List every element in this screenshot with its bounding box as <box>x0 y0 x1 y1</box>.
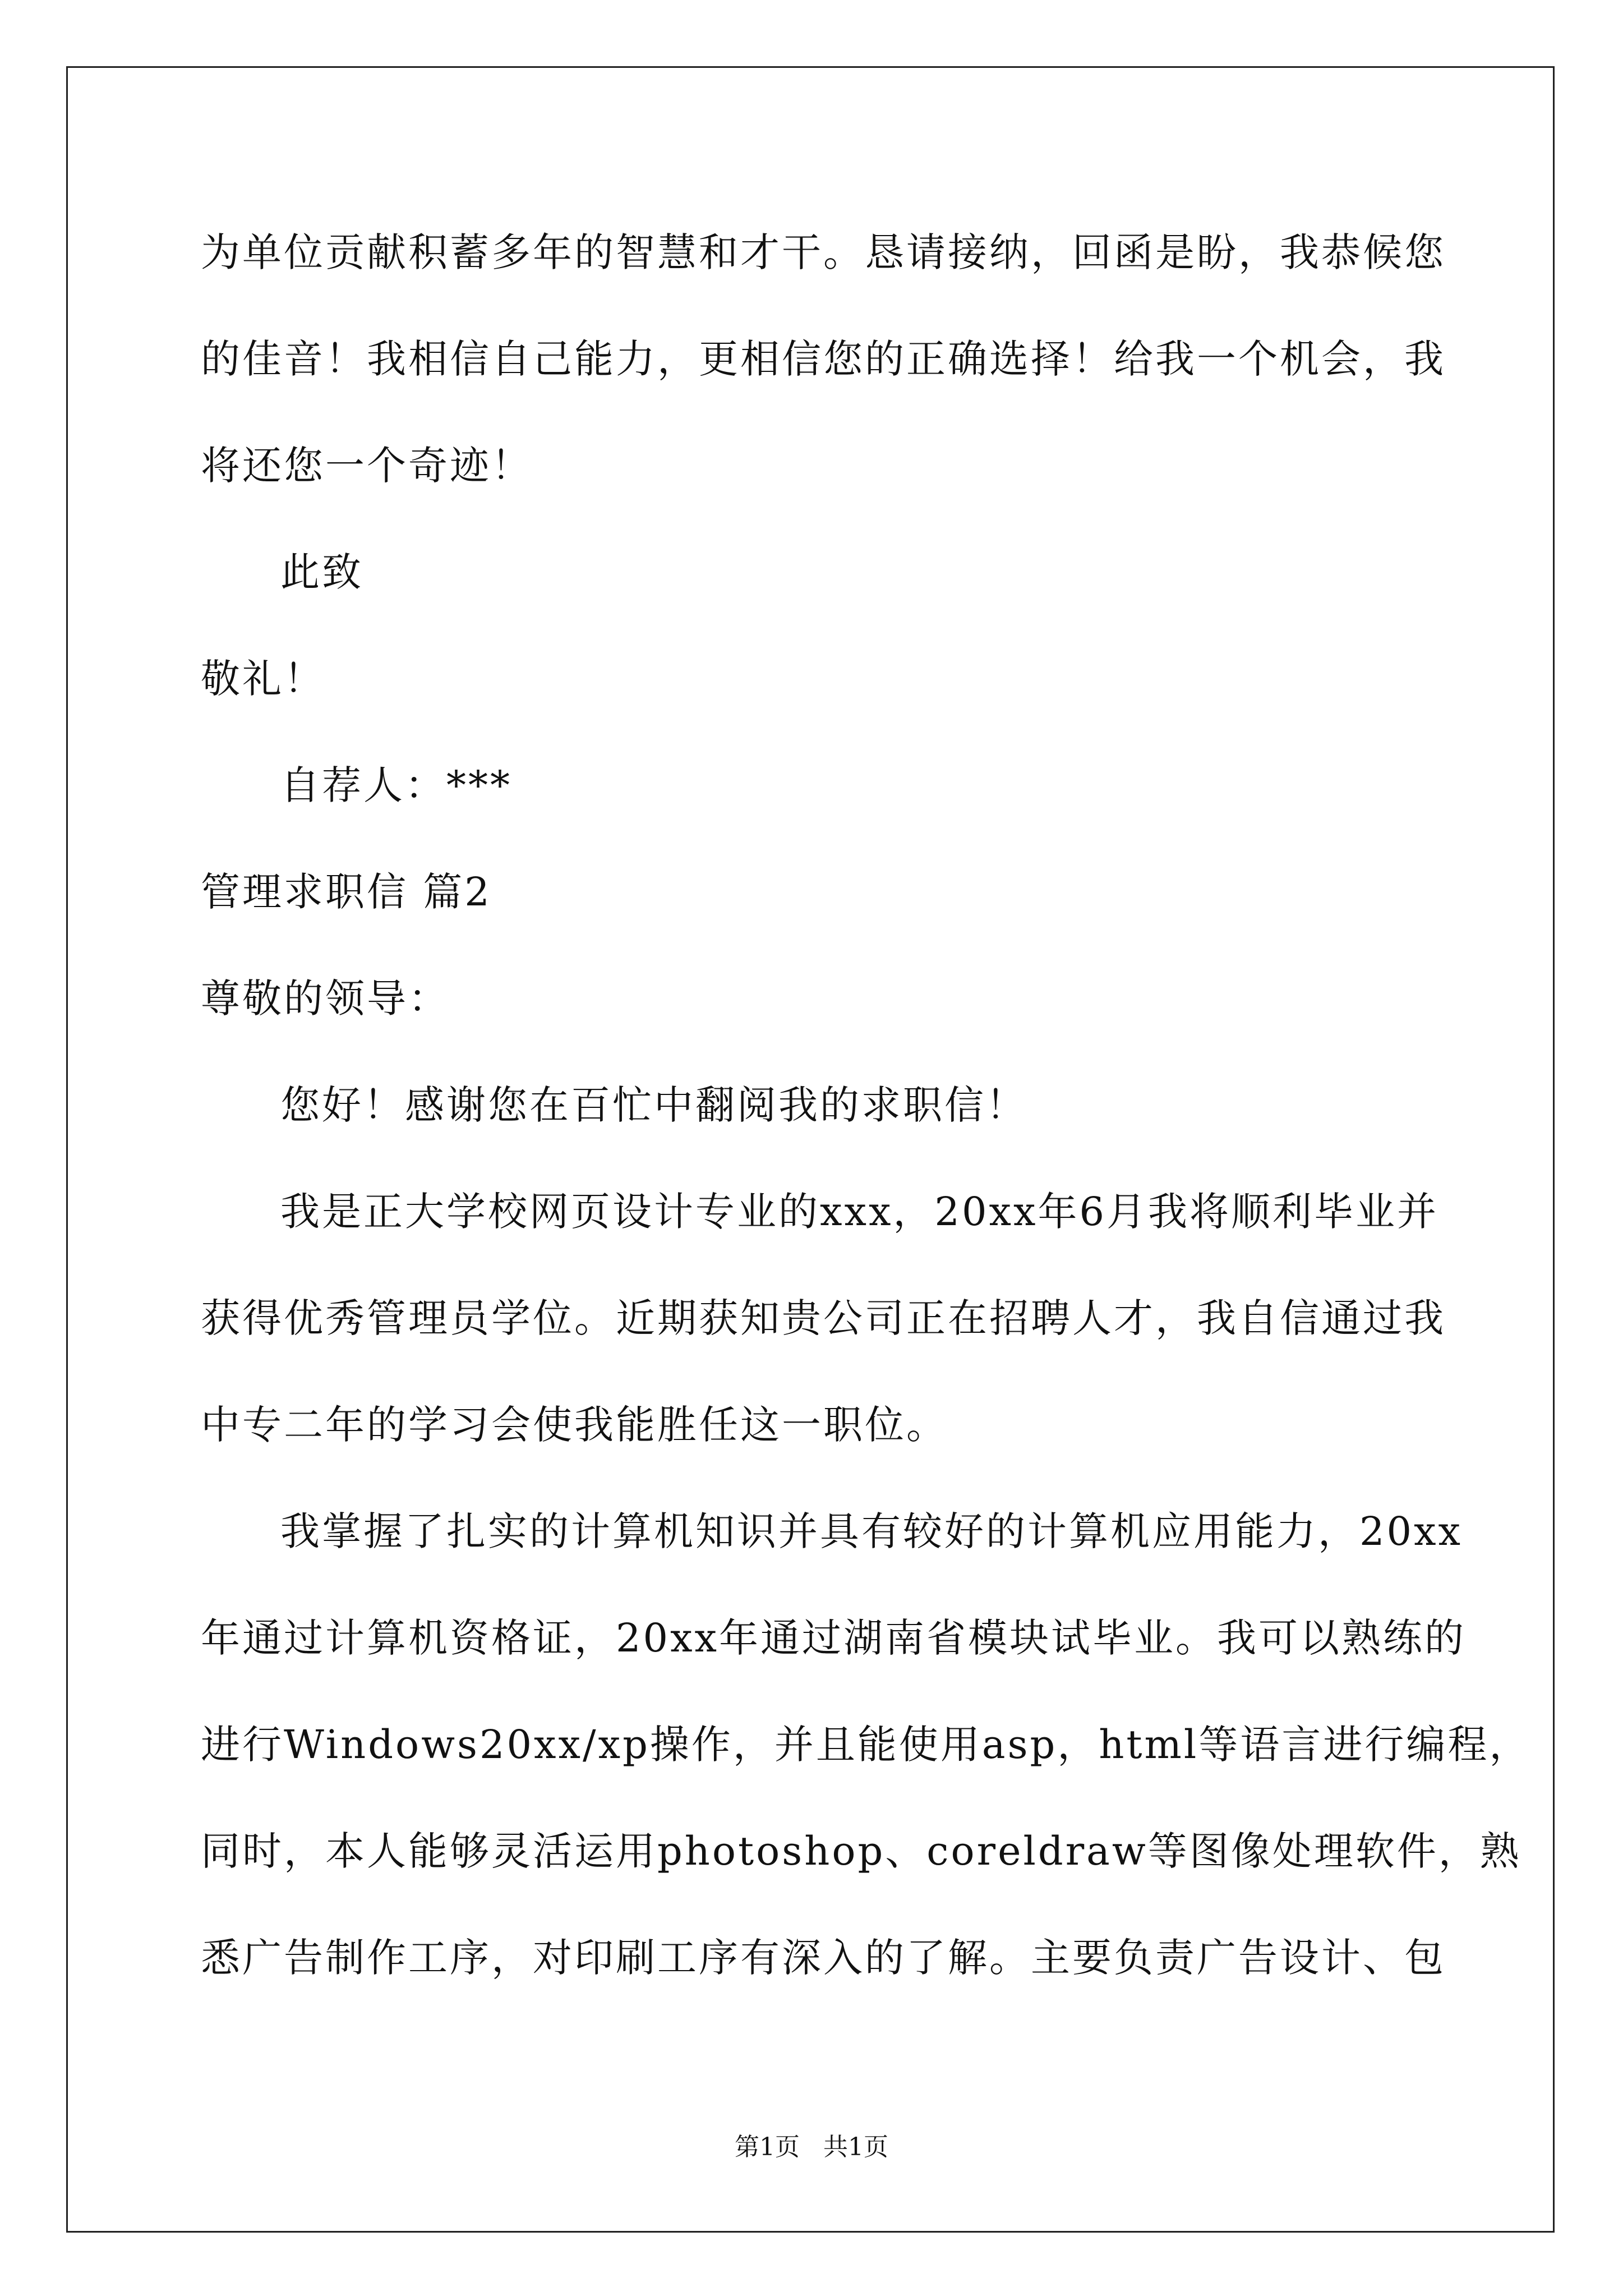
page-border <box>66 66 1555 2233</box>
signature-line: 自荐人：*** <box>280 762 512 808</box>
salutation-respect: 敬礼！ <box>201 656 325 702</box>
text-line: 年通过计算机资格证，20xx年通过湖南省模块试毕业。我可以熟练的 <box>201 1615 1467 1661</box>
text-line: 的佳音！我相信自己能力，更相信您的正确选择！给我一个机会，我 <box>201 336 1446 382</box>
text-line: 将还您一个奇迹！ <box>201 443 533 489</box>
text-line: 同时，本人能够灵活运用photoshop、coreldraw等图像处理软件，熟 <box>201 1828 1521 1874</box>
text-line: 悉广告制作工序，对印刷工序有深入的了解。主要负责广告设计、包 <box>201 1935 1446 1981</box>
text-line: 您好！感谢您在百忙中翻阅我的求职信！ <box>280 1082 1027 1128</box>
text-line: 我是正大学校网页设计专业的xxx，20xx年6月我将顺利毕业并 <box>280 1189 1438 1235</box>
page-total: 共1页 <box>823 2133 888 2161</box>
text-line: 我掌握了扎实的计算机知识并具有较好的计算机应用能力，20xx <box>280 1508 1463 1554</box>
greeting-line: 尊敬的领导： <box>201 976 450 1022</box>
salutation-closing: 此致 <box>280 549 363 595</box>
text-line: 为单位贡献积蓄多年的智慧和才干。恳请接纳，回函是盼，我恭候您 <box>201 229 1446 275</box>
section-heading: 管理求职信 篇2 <box>201 869 492 915</box>
page-number: 第1页 <box>735 2133 800 2161</box>
text-line: 获得优秀管理员学位。近期获知贵公司正在招聘人才，我自信通过我 <box>201 1295 1446 1341</box>
text-line: 进行Windows20xx/xp操作，并且能使用asp，html等语言进行编程， <box>201 1722 1531 1768</box>
text-line: 中专二年的学习会使我能胜任这一职位。 <box>201 1402 948 1448</box>
page-footer <box>0 2131 1623 2164</box>
